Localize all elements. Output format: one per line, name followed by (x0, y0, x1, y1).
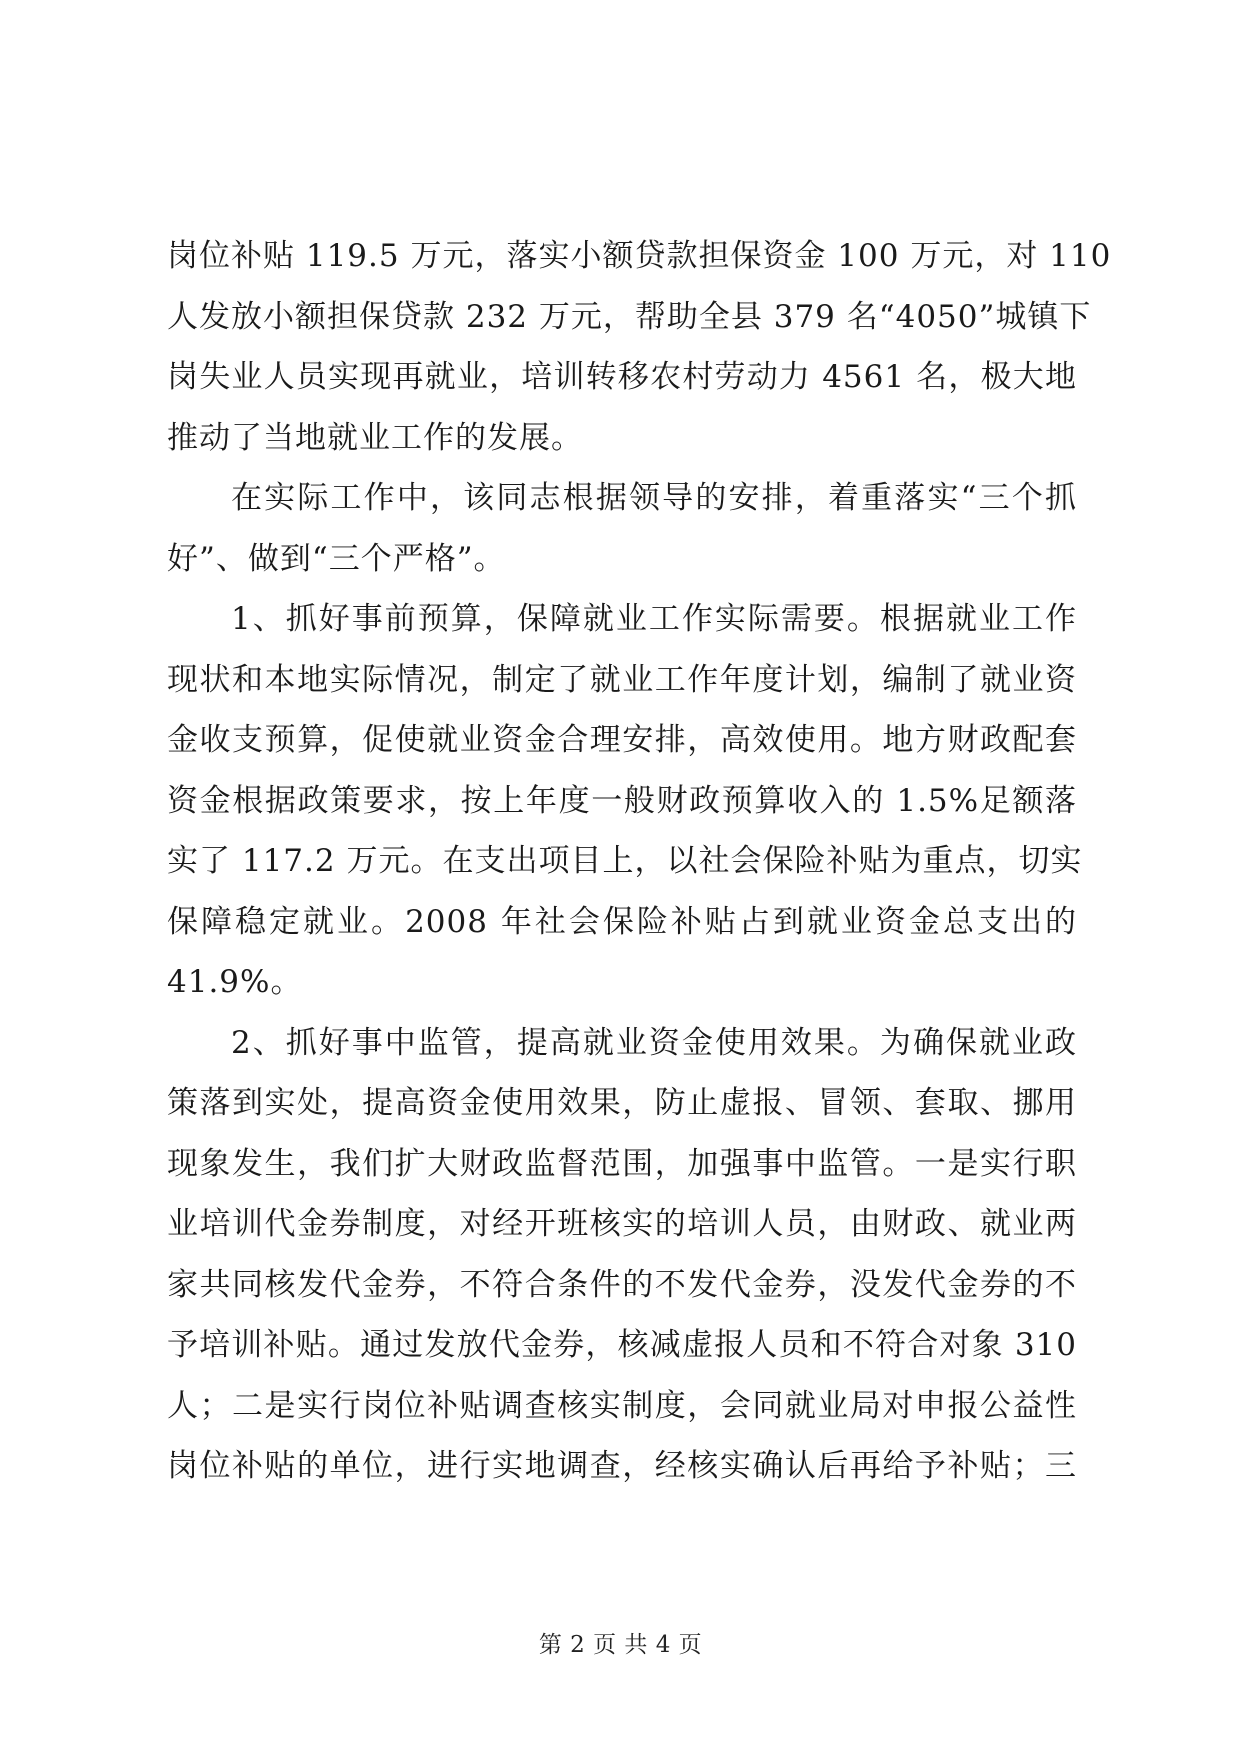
page-number-footer: 第 2 页 共 4 页 (538, 1632, 703, 1658)
text-line: 现状和本地实际情况，制定了就业工作年度计划，编制了就业资 (167, 661, 1077, 698)
text-line: 2、抓好事中监管，提高就业资金使用效果。为确保就业政 (231, 1024, 1077, 1061)
text-line: 金收支预算，促使就业资金合理安排，高效使用。地方财政配套 (167, 722, 1077, 758)
text-line: 推动了当地就业工作的发展。 (167, 419, 583, 456)
text-line: 予培训补贴。通过发放代金券，核减虚报人员和不符合对象 310 (167, 1327, 1077, 1363)
paragraph-4 (167, 1013, 1077, 1497)
text-line: 岗失业人员实现再就业，培训转移农村劳动力 4561 名，极大地 (167, 359, 1077, 395)
text-line: 现象发生，我们扩大财政监督范围，加强事中监管。一是实行职 (167, 1145, 1077, 1182)
text-line: 好”、做到“三个严格”。 (167, 540, 506, 577)
text-line: 实了 117.2 万元。在支出项目上，以社会保险补贴为重点，切实 (167, 843, 1083, 879)
text-line: 家共同核发代金券，不符合条件的不发代金券，没发代金券的不 (167, 1266, 1077, 1303)
text-line: 1、抓好事前预算，保障就业工作实际需要。根据就业工作 (231, 601, 1077, 637)
document-body (167, 226, 1112, 1497)
text-line: 业培训代金券制度，对经开班核实的培训人员，由财政、就业两 (167, 1206, 1077, 1242)
text-line: 岗位补贴的单位，进行实地调查，经核实确认后再给予补贴；三 (167, 1448, 1077, 1484)
text-line: 岗位补贴 119.5 万元，落实小额贷款担保资金 100 万元，对 110 (167, 238, 1112, 274)
text-line: 人；二是实行岗位补贴调查核实制度，会同就业局对申报公益性 (167, 1387, 1077, 1424)
text-line: 人发放小额担保贷款 232 万元，帮助全县 379 名“4050”城镇下 (167, 298, 1092, 335)
text-line: 保障稳定就业。2008 年社会保险补贴占到就业资金总支出的 (167, 903, 1077, 940)
paragraph-2 (167, 468, 1077, 589)
text-line: 策落到实处，提高资金使用效果，防止虚报、冒领、套取、挪用 (167, 1085, 1077, 1121)
paragraph-3 (167, 589, 1083, 1013)
text-line: 41.9%。 (167, 964, 303, 1000)
paragraph-1 (167, 226, 1112, 468)
text-line: 在实际工作中，该同志根据领导的安排，着重落实“三个抓 (231, 480, 1077, 516)
text-line: 资金根据政策要求，按上年度一般财政预算收入的 1.5%足额落 (167, 782, 1077, 819)
